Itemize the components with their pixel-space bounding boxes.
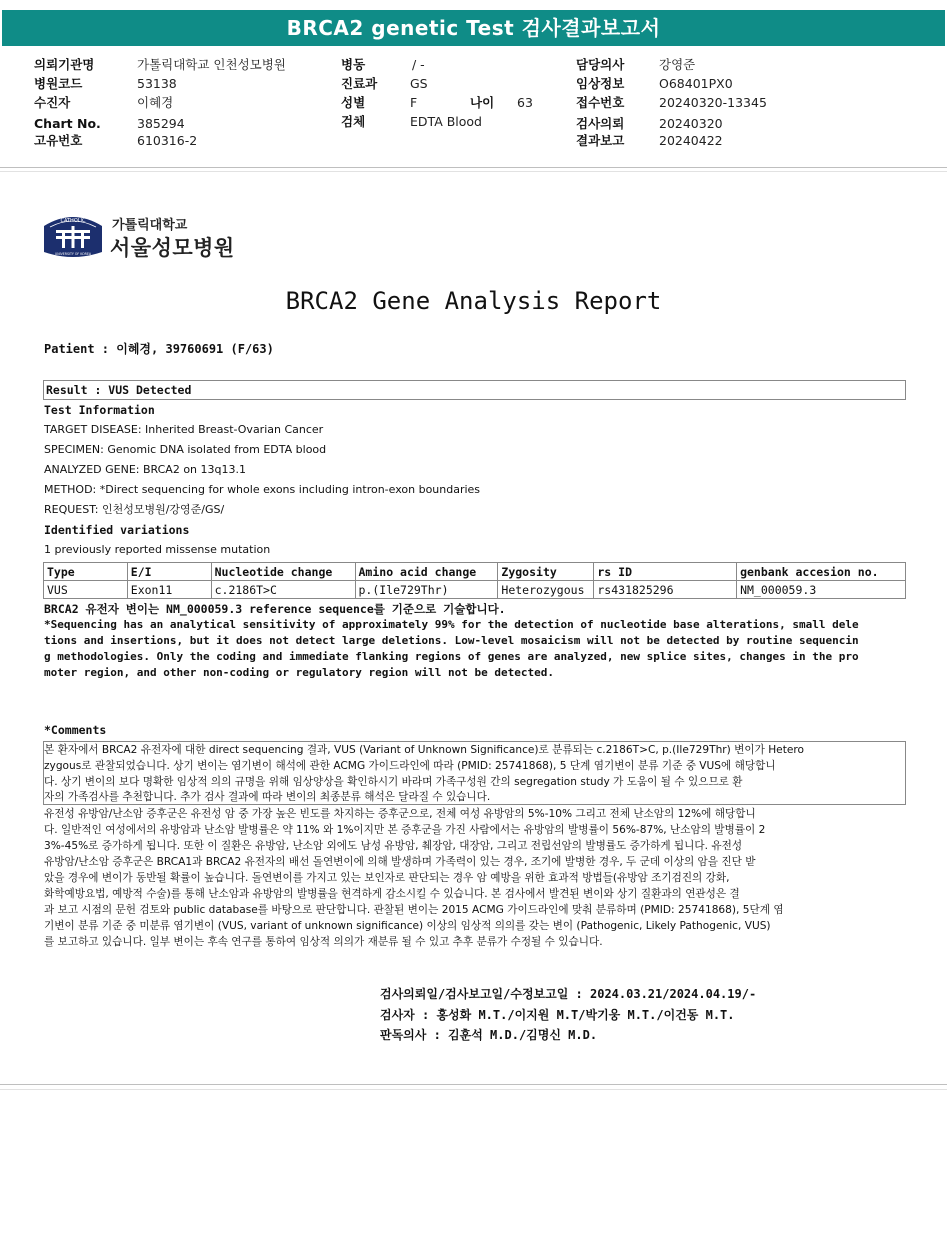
comment-box-line-2: zygous로 관찰되었습니다. 상기 변이는 염기변이 해석에 관한 ACMG 가이드라인에 따라 (PMID: 25741868), 5 단계 염기변이 분류 기준 중 VUS에 해당합니	[44, 760, 776, 772]
comment-para-line-4: 유방암/난소암 증후군은 BRCA1과 BRCA2 유전자의 배선 돌연변이에 의해 발생하며 가족력이 있는 경우, 조기에 발병한 경우, 두 군데 이상의 암을 진단 받	[44, 856, 756, 868]
label-department: 진료과	[341, 76, 378, 91]
header-divider-shadow	[0, 171, 947, 172]
value-ward: / -	[412, 57, 425, 72]
label-specimen: 검체	[341, 114, 366, 129]
label-receipt-no: 접수번호	[576, 95, 625, 110]
comments-heading: *Comments	[44, 723, 107, 737]
comment-box-line-4: 자의 가족검사를 추천합니다. 추가 검사 결과에 따라 변이의 최종분류 해석은 달라질 수 있습니다.	[44, 791, 491, 803]
col-nucleotide: Nucleotide change	[211, 563, 355, 581]
cell-nucleotide: c.2186T>C	[211, 581, 355, 599]
value-specimen: EDTA Blood	[410, 114, 482, 129]
sensitivity-note-4: moter region, and other non-coding or regulatory region will not be detected.	[44, 666, 554, 679]
col-exon-intron: E/I	[127, 563, 211, 581]
dates-line: 검사의뢰일/검사보고일/수정보고일 : 2024.03.21/2024.04.19/-	[380, 987, 757, 1001]
request-line: REQUEST: 인천성모병원/강영준/GS/	[44, 503, 225, 516]
label-institution: 의뢰기관명	[34, 57, 95, 72]
method-line: METHOD: *Direct sequencing for whole exons including intron-exon boundaries	[44, 483, 481, 496]
emblem-arc-text: CATHOLIC	[60, 218, 86, 224]
comment-para-line-7: 과 보고 시점의 문헌 검토와 public database를 바탕으로 판단합니다. 관찰된 변이는 2015 ACMG 가이드라인에 맞춰 분류하며 (PMID: 25741868), 5단계 염	[44, 904, 784, 916]
label-report-date: 결과보고	[576, 133, 625, 148]
label-request-date: 검사의뢰	[576, 116, 625, 131]
footer-divider-shadow	[0, 1089, 947, 1090]
patient-info-header	[0, 0, 947, 160]
header-title: BRCA2 genetic Test 검사결과보고서	[286, 16, 661, 40]
label-hospital-code: 병원코드	[34, 76, 83, 91]
cell-zygosity: Heterozygous	[498, 581, 594, 599]
result-text: Result : VUS Detected	[46, 383, 192, 397]
value-age: 63	[517, 95, 533, 110]
identified-heading: Identified variations	[44, 523, 190, 537]
label-ward: 병동	[341, 57, 366, 72]
label-sex: 성별	[341, 95, 366, 110]
header-divider	[0, 167, 947, 168]
comment-box-line-1: 본 환자에서 BRCA2 유전자에 대한 direct sequencing 결과, VUS (Variant of Unknown Significance)로 분류되는 c.2186T>C, p.(Ile729Thr) 변이가 Hetero	[44, 744, 804, 756]
value-sex: F	[410, 95, 418, 110]
logo-hospital-name: 서울성모병원	[110, 236, 235, 260]
logo-university-name: 가톨릭대학교	[112, 218, 188, 233]
table-row	[44, 581, 906, 599]
cell-exon-intron: Exon11	[127, 581, 211, 599]
value-institution: 가톨릭대학교 인천성모병원	[137, 57, 286, 72]
reference-note: BRCA2 유전자 변이는 NM_000059.3 reference sequence를 기준으로 기술합니다.	[44, 602, 506, 616]
footer-divider	[0, 1084, 947, 1085]
value-department: GS	[410, 76, 428, 91]
comment-para-line-3: 3%-45%로 증가하게 됩니다. 또한 이 질환은 유방암, 난소암 외에도 남성 유방암, 췌장암, 대장암, 그리고 전립선암의 발병률도 증가하게 됩니다. 유전성	[44, 840, 743, 852]
cell-type: VUS	[44, 581, 128, 599]
examiners-line: 검사자 : 홍성화 M.T./이지원 M.T/박기웅 M.T./이건동 M.T.	[380, 1008, 735, 1022]
sensitivity-note-1: *Sequencing has an analytical sensitivity of approximately 99% for the detection of nucleotide base alterations, small dele	[44, 618, 859, 631]
value-chart-no: 385294	[137, 116, 185, 131]
comment-para-line-5: 았을 경우에 변이가 동반될 확률이 높습니다. 돌연변이를 가지고 있는 보인자로 판단되는 경우 암 예방을 위한 효과적 방법들(유방암 조기검진의 강화,	[44, 872, 730, 884]
value-patient-name: 이혜경	[137, 95, 174, 110]
doctors-line: 판독의사 : 김훈석 M.D./김명신 M.D.	[380, 1028, 598, 1042]
hospital-emblem-icon	[42, 212, 104, 258]
target-disease: TARGET DISEASE: Inherited Breast-Ovarian Cancer	[44, 423, 324, 436]
value-report-date: 20240422	[659, 133, 723, 148]
comment-para-line-6: 화학예방요법, 예방적 수술)를 통해 난소암과 유방암의 발병률을 현격하게 감소시킬 수 있습니다. 본 검사에서 발견된 변이와 상기 질환과의 연관성은 결	[44, 888, 740, 900]
sensitivity-note-2: tions and insertions, but it does not detect large deletions. Low-level mosaicism will not be detected by routine sequencin	[44, 634, 859, 647]
sensitivity-note-3: g methodologies. Only the coding and immediate flanking regions of genes are analyzed, new splice sites, changes in the pro	[44, 650, 859, 663]
col-rs-id: rs ID	[594, 563, 737, 581]
label-clinical-info: 임상정보	[576, 76, 625, 91]
patient-line: Patient : 이혜경, 39760691 (F/63)	[44, 342, 274, 356]
test-info-heading: Test Information	[44, 403, 155, 417]
hospital-logo	[42, 212, 242, 262]
comment-box-line-3: 다. 상기 변이의 보다 명확한 임상적 의의 규명을 위해 임상양상을 확인하시기 바라며 가족구성원 간의 segregation study 가 도움이 될 수 있으므로 환	[44, 776, 743, 788]
label-physician: 담당의사	[576, 57, 625, 72]
variation-table	[43, 562, 906, 599]
identified-desc: 1 previously reported missense mutation	[44, 543, 271, 556]
col-type: Type	[44, 563, 128, 581]
value-request-date: 20240320	[659, 116, 723, 131]
analyzed-gene: ANALYZED GENE: BRCA2 on 13q13.1	[44, 463, 246, 476]
label-chart-no: Chart No.	[34, 116, 101, 131]
value-receipt-no: 20240320-13345	[659, 95, 767, 110]
comment-para-line-9: 를 보고하고 있습니다. 일부 변이는 후속 연구를 통하여 임상적 의의가 재분류 될 수 있고 추후 분류가 수정될 수 있습니다.	[44, 936, 603, 948]
label-age: 나이	[470, 95, 495, 110]
comment-para-line-2: 다. 일반적인 여성에서의 유방암과 난소암 발병률은 약 11% 와 1%이지만 본 증후군을 가진 사람에서는 유방암의 발병률이 56%-87%, 난소암의 발병률이 2	[44, 824, 766, 836]
value-hospital-code: 53138	[137, 76, 177, 91]
col-amino-acid: Amino acid change	[355, 563, 498, 581]
cell-rs-id: rs431825296	[594, 581, 737, 599]
value-clinical-info: O68401PX0	[659, 76, 733, 91]
value-physician: 강영준	[659, 57, 696, 72]
result-box	[43, 380, 906, 400]
specimen-line: SPECIMEN: Genomic DNA isolated from EDTA blood	[44, 443, 327, 456]
col-zygosity: Zygosity	[498, 563, 594, 581]
variation-table-header	[44, 563, 906, 581]
label-unique-id: 고유번호	[34, 133, 83, 148]
cell-genbank: NM_000059.3	[737, 581, 906, 599]
comment-para-line-8: 기변이 분류 기준 중 미분류 염기변이 (VUS, variant of unknown significance) 이상의 임상적 의의를 갖는 변이 (Pathogenic, Likely Pathogenic, VUS)	[44, 920, 771, 932]
comment-para-line-1: 유전성 유방암/난소암 증후군은 유전성 암 중 가장 높은 빈도를 차지하는 증후군으로, 전체 여성 유방암의 5%-10% 그리고 전체 난소암의 12%에 해당합니	[44, 808, 756, 820]
emblem-sub-text: UNIVERSITY OF KOREA	[54, 252, 92, 256]
col-genbank: genbank accesion no.	[737, 563, 906, 581]
label-patient-name: 수진자	[34, 95, 71, 110]
report-title: BRCA2 Gene Analysis Report	[285, 287, 662, 315]
cell-amino-acid: p.(Ile729Thr)	[355, 581, 498, 599]
value-unique-id: 610316-2	[137, 133, 198, 148]
